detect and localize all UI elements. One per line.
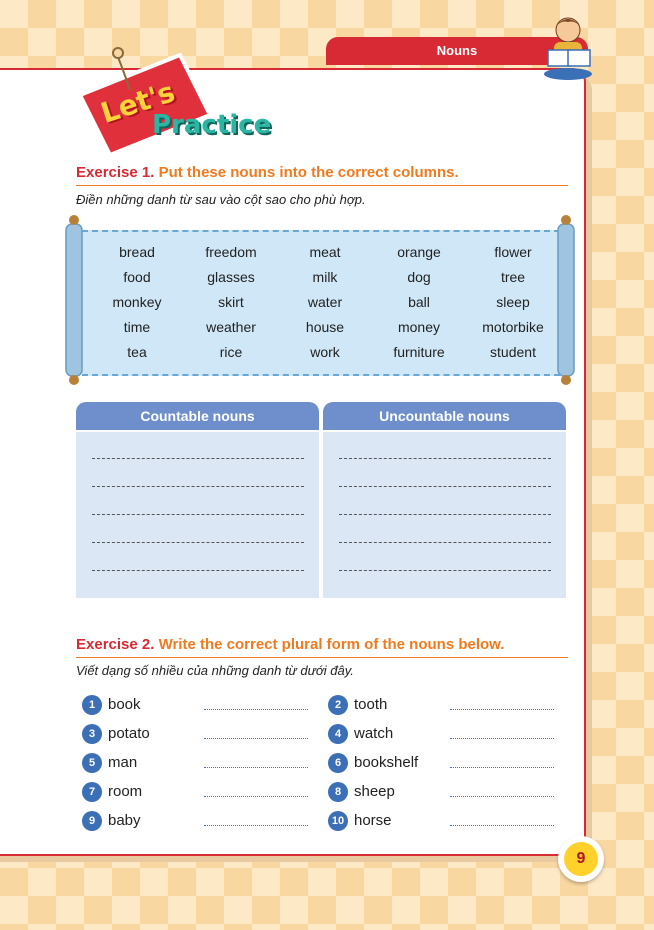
noun-word: motorbike (482, 319, 544, 335)
item-noun: watch (354, 725, 394, 742)
exercise-1-rule (76, 185, 568, 186)
plural-item (82, 753, 322, 773)
exercise-2-rule (76, 657, 568, 658)
item-noun: sheep (354, 783, 395, 800)
answer-line[interactable] (92, 458, 304, 459)
noun-word: bread (119, 244, 155, 260)
exercise-1-lead: Exercise 1. (76, 164, 155, 181)
item-number-badge: 6 (328, 753, 348, 773)
countable-header: Countable nouns (76, 402, 319, 430)
noun-word: tree (500, 269, 526, 285)
noun-word: furniture (393, 344, 445, 360)
noun-word: work (310, 344, 340, 360)
uncountable-answer-area[interactable] (323, 432, 566, 598)
plural-item (82, 811, 322, 831)
plural-item (328, 782, 568, 802)
answer-line[interactable] (339, 486, 551, 487)
item-noun: tooth (354, 696, 388, 713)
answer-line[interactable] (450, 767, 554, 768)
noun-word: monkey (112, 294, 162, 310)
exercise-1-subtitle: Điền những danh từ sau vào cột sao cho phù hợp. (76, 192, 366, 207)
section-tab-label: Nouns (436, 43, 478, 58)
noun-word: sleep (496, 294, 530, 310)
exercise-2-title (76, 636, 504, 653)
answer-line[interactable] (204, 709, 308, 710)
answer-line[interactable] (204, 738, 308, 739)
plural-item (82, 695, 322, 715)
reading-boy-icon (538, 12, 598, 82)
item-noun: bookshelf (354, 754, 419, 771)
plural-item (82, 782, 322, 802)
answer-line[interactable] (92, 542, 304, 543)
noun-word: rice (219, 344, 243, 360)
item-number-badge: 4 (328, 724, 348, 744)
item-noun: baby (108, 812, 141, 829)
noun-word: house (305, 319, 345, 335)
noun-word: food (123, 269, 151, 285)
answer-line[interactable] (450, 825, 554, 826)
noun-word: tea (127, 344, 147, 360)
answer-line[interactable] (204, 825, 308, 826)
answer-line[interactable] (92, 514, 304, 515)
item-number-badge: 9 (82, 811, 102, 831)
answer-line[interactable] (204, 796, 308, 797)
answer-line[interactable] (339, 542, 551, 543)
item-noun: man (108, 754, 138, 771)
item-number-badge: 2 (328, 695, 348, 715)
answer-line[interactable] (450, 709, 554, 710)
answer-line[interactable] (450, 796, 554, 797)
plural-item (328, 724, 568, 744)
item-noun: room (108, 783, 143, 800)
word-grid (90, 243, 560, 362)
item-number-badge: 1 (82, 695, 102, 715)
page-number-badge (558, 836, 604, 882)
item-noun: horse (354, 812, 392, 829)
item-number-badge: 5 (82, 753, 102, 773)
noun-word: freedom (205, 244, 257, 260)
logo-lets: Let's (96, 75, 179, 130)
exercise-2-subtitle: Viết dạng số nhiều của những danh từ dưới đây. (76, 663, 354, 678)
logo-practice: Practice (152, 110, 272, 140)
item-number-badge: 7 (82, 782, 102, 802)
noun-word: weather (206, 319, 256, 335)
noun-word: water (307, 294, 343, 310)
noun-word: milk (312, 269, 338, 285)
page-number: 9 (564, 842, 598, 876)
plural-item (82, 724, 322, 744)
item-number-badge: 3 (82, 724, 102, 744)
noun-word: dog (407, 269, 431, 285)
answer-line[interactable] (339, 458, 551, 459)
item-number-badge: 10 (328, 811, 348, 831)
exercise-1-title (76, 164, 459, 181)
noun-word: money (397, 319, 441, 335)
noun-word: flower (494, 244, 532, 260)
noun-word: skirt (218, 294, 244, 310)
item-number-badge: 8 (328, 782, 348, 802)
item-noun: potato (108, 725, 150, 742)
answer-line[interactable] (204, 767, 308, 768)
noun-word: ball (408, 294, 430, 310)
answer-line[interactable] (92, 570, 304, 571)
countable-answer-area[interactable] (76, 432, 319, 598)
answer-line[interactable] (339, 514, 551, 515)
plural-item (328, 695, 568, 715)
noun-word: orange (397, 244, 441, 260)
answer-line[interactable] (92, 486, 304, 487)
answer-line[interactable] (450, 738, 554, 739)
uncountable-header: Uncountable nouns (323, 402, 566, 430)
exercise-2-lead: Exercise 2. (76, 636, 155, 653)
noun-columns-table (76, 402, 566, 598)
answer-line[interactable] (339, 570, 551, 571)
item-noun: book (108, 696, 141, 713)
plural-item (328, 753, 568, 773)
noun-word: glasses (207, 269, 255, 285)
noun-word: meat (309, 244, 341, 260)
noun-word: time (123, 319, 151, 335)
exercise-2-instruction: Write the correct plural form of the nouns below. (158, 636, 505, 653)
noun-word: student (490, 344, 536, 360)
plural-item (328, 811, 568, 831)
exercise-1-instruction: Put these nouns into the correct columns. (158, 164, 459, 181)
